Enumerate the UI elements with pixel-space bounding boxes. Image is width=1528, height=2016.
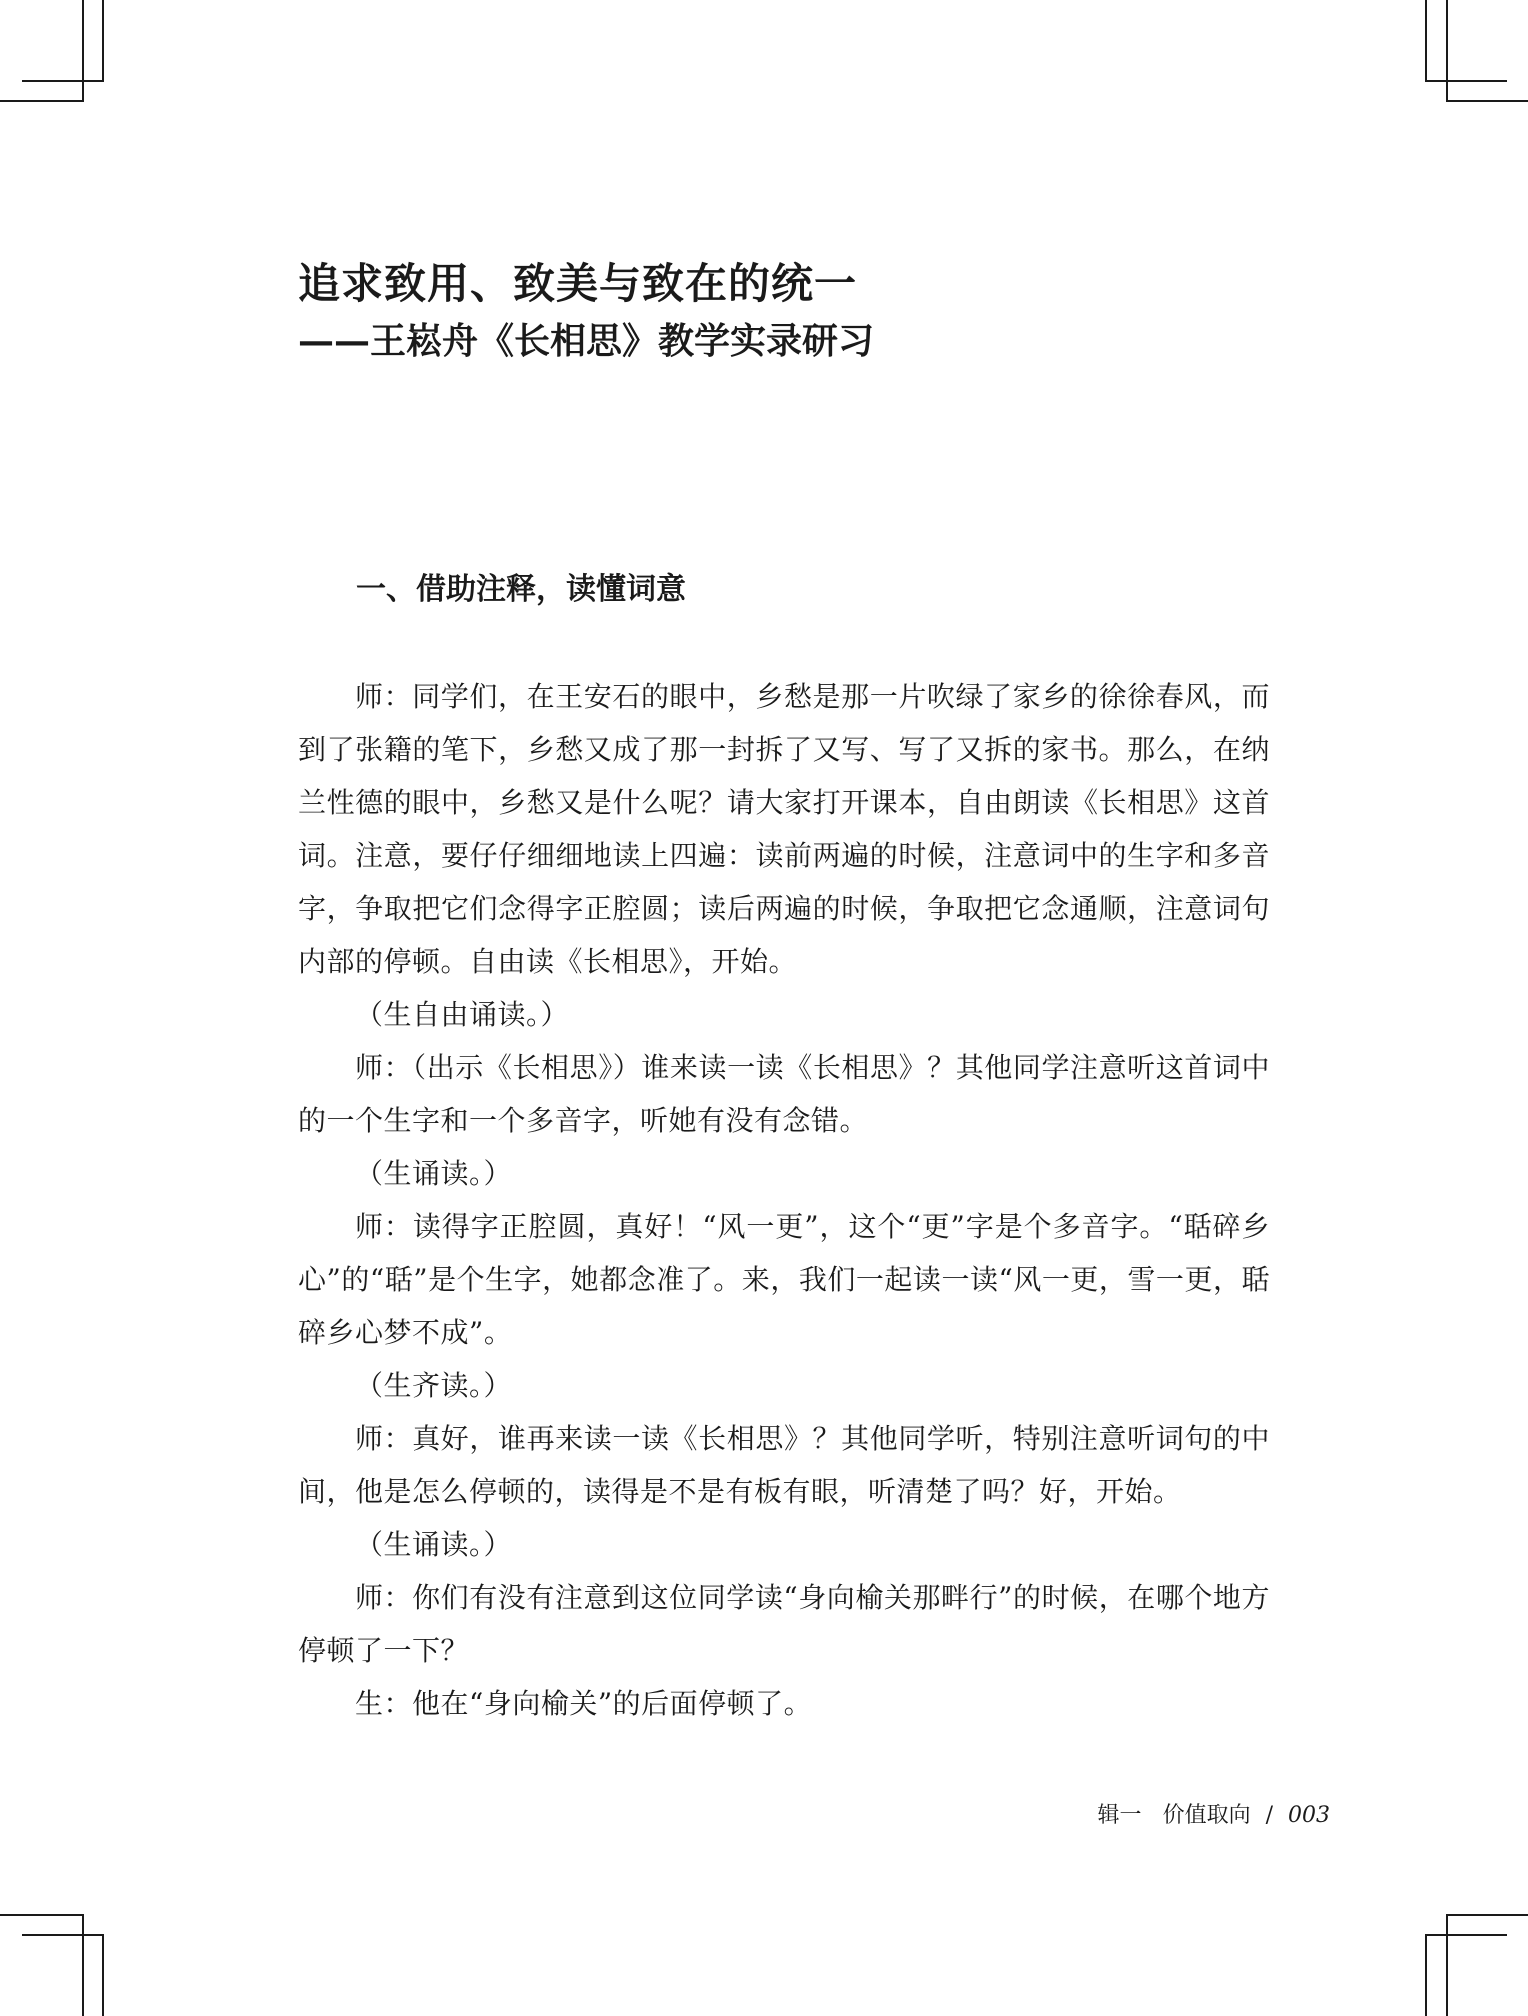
crop-mark [1446, 1914, 1448, 2016]
crop-mark [82, 0, 84, 102]
crop-mark [1427, 80, 1507, 82]
body-text [298, 670, 1270, 1730]
paragraph: 师：读得字正腔圆，真好！“风一更”，这个“更”字是个多音字。“聒碎乡心”的“聒”是个生字，她都念准了。来，我们一起读一读“风一更，雪一更，聒碎乡心梦不成”。 [298, 1210, 1270, 1349]
paragraph: 师：你们有没有注意到这位同学读“身向榆关那畔行”的时候，在哪个地方停顿了一下？ [298, 1581, 1270, 1667]
paragraph: （生齐读。） [355, 1369, 513, 1402]
paragraph: 生：他在“身向榆关”的后面停顿了。 [355, 1687, 813, 1720]
crop-mark [1425, 0, 1427, 82]
crop-mark [0, 1914, 82, 1916]
paragraph: （生自由诵读。） [355, 998, 570, 1031]
paragraph: （生诵读。） [355, 1157, 513, 1190]
page-number: 003 [1288, 1803, 1330, 1828]
crop-mark [102, 1934, 104, 2016]
footer-separator: / [1265, 1803, 1273, 1828]
crop-mark [1448, 1914, 1528, 1916]
crop-mark [0, 100, 82, 102]
crop-mark [102, 0, 104, 82]
crop-mark [22, 1934, 102, 1936]
page-subtitle: ——王崧舟《长相思》教学实录研习 [298, 320, 875, 362]
section-heading: 一、借助注释，读懂词意 [356, 572, 686, 607]
paragraph: （生诵读。） [355, 1528, 513, 1561]
crop-mark [1427, 1934, 1507, 1936]
footer-section: 辑一 [1097, 1803, 1142, 1828]
crop-mark [22, 80, 102, 82]
crop-mark [1448, 100, 1528, 102]
crop-mark [1425, 1934, 1427, 2016]
crop-mark [1446, 0, 1448, 102]
paragraph: 师：真好，谁再来读一读《长相思》？其他同学听，特别注意听词句的中间，他是怎么停顿的，读得是不是有板有眼，听清楚了吗？好，开始。 [298, 1422, 1270, 1508]
page-title: 追求致用、致美与致在的统一 [298, 259, 858, 308]
crop-mark [82, 1914, 84, 2016]
paragraph: 师：（出示《长相思》）谁来读一读《长相思》？其他同学注意听这首词中的一个生字和一个多音字，听她有没有念错。 [298, 1051, 1270, 1137]
footer-chapter: 价值取向 [1162, 1803, 1251, 1828]
page-footer [1098, 1800, 1330, 1832]
paragraph: 师：同学们，在王安石的眼中，乡愁是那一片吹绿了家乡的徐徐春风，而到了张籍的笔下，乡愁又成了那一封拆了又写、写了又拆的家书。那么，在纳兰性德的眼中，乡愁又是什么呢？请大家打开课本，自由朗读《长相思》这首词。注意，要仔仔细细地读上四遍：读前两遍的时候，注意词中的生字和多音字，争取把它们念得字正腔圆；读后两遍的时候，争取把它念通顺，注意词句内部的停顿。自由读《长相思》，开始。 [298, 680, 1270, 978]
